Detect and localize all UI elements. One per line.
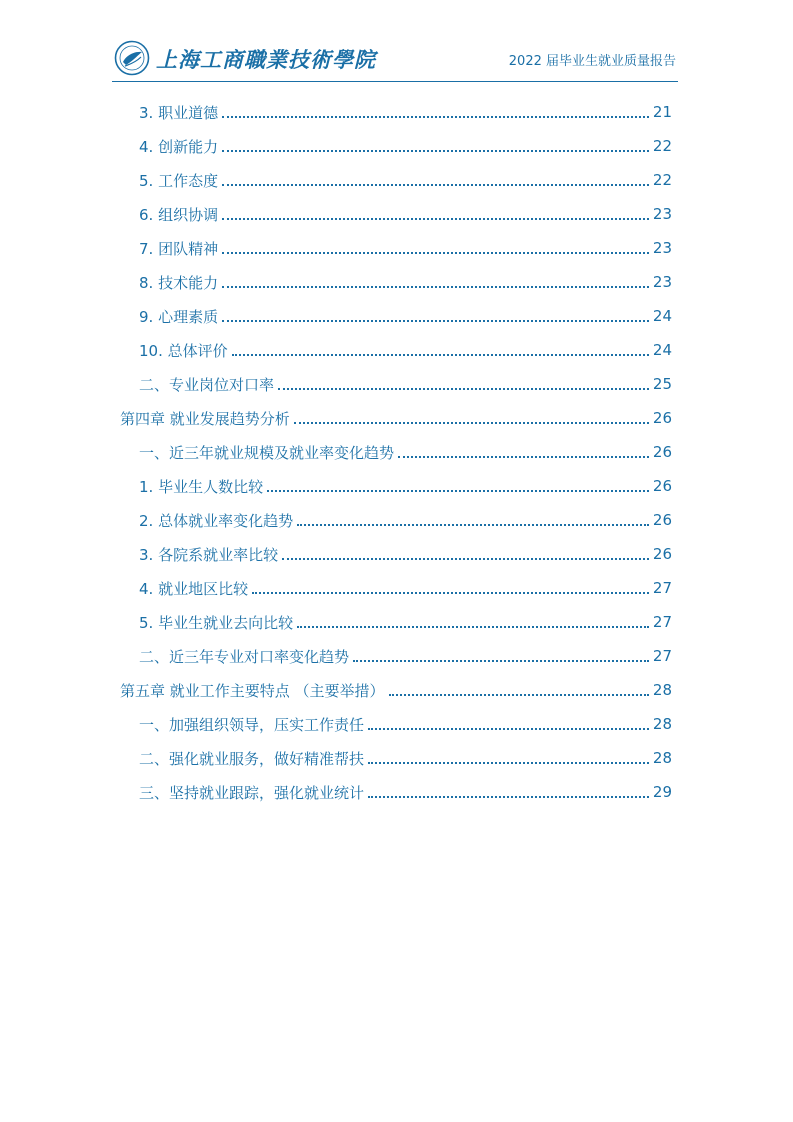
- toc-entry[interactable]: [139, 577, 672, 599]
- toc-leader-dots: [297, 626, 649, 628]
- toc-entry-label: 4. 就业地区比较: [139, 579, 249, 598]
- toc-leader-dots: [222, 218, 649, 220]
- toc-leader-dots: [222, 252, 649, 254]
- toc-leader-dots: [267, 490, 649, 492]
- toc-page-number: 24: [652, 307, 672, 325]
- toc-leader-dots: [278, 388, 649, 390]
- toc-entry-label: 8. 技术能力: [139, 273, 219, 292]
- toc-entry[interactable]: [139, 645, 672, 667]
- toc-entry-label: 第五章 就业工作主要特点 （主要举措）: [120, 681, 385, 700]
- toc-entry[interactable]: [139, 373, 672, 395]
- school-name-logo: 上海工商職業技術學院: [156, 47, 376, 72]
- toc-entry[interactable]: [139, 611, 672, 633]
- toc-entry[interactable]: [139, 747, 672, 769]
- school-emblem-icon: [114, 40, 150, 76]
- toc-entry[interactable]: [139, 237, 672, 259]
- toc-page-number: 23: [652, 239, 672, 257]
- toc-entry[interactable]: [139, 203, 672, 225]
- toc-entry[interactable]: [139, 271, 672, 293]
- toc-leader-dots: [389, 694, 649, 696]
- toc-page-number: 25: [652, 375, 672, 393]
- toc-entry[interactable]: [139, 543, 672, 565]
- toc-entry-label: 5. 毕业生就业去向比较: [139, 613, 294, 632]
- toc-entry[interactable]: [139, 781, 672, 803]
- toc-leader-dots: [222, 150, 649, 152]
- toc-entry-label: 10. 总体评价: [139, 341, 228, 360]
- toc-entry-label: 2. 总体就业率变化趋势: [139, 511, 294, 530]
- toc-entry[interactable]: [139, 713, 672, 735]
- toc-entry[interactable]: [139, 509, 672, 531]
- toc-page-number: 27: [652, 613, 672, 631]
- toc-page-number: 26: [652, 511, 672, 529]
- toc-entry-label: 5. 工作态度: [139, 171, 219, 190]
- toc-entry-label: 第四章 就业发展趋势分析: [120, 409, 290, 428]
- toc-page-number: 23: [652, 205, 672, 223]
- toc-entry-label: 3. 各院系就业率比较: [139, 545, 279, 564]
- toc-leader-dots: [232, 354, 649, 356]
- toc-leader-dots: [252, 592, 649, 594]
- toc-leader-dots: [222, 184, 649, 186]
- toc-page-number: 27: [652, 579, 672, 597]
- toc-leader-dots: [368, 728, 649, 730]
- page-header: [114, 38, 676, 82]
- toc-leader-dots: [222, 320, 649, 322]
- toc-page-number: 26: [652, 477, 672, 495]
- toc-entry-label: 二、强化就业服务，做好精准帮扶: [139, 749, 365, 768]
- toc-entry-label: 7. 团队精神: [139, 239, 219, 258]
- toc-page-number: 28: [652, 749, 672, 767]
- toc-leader-dots: [368, 796, 649, 798]
- toc-entry[interactable]: [139, 305, 672, 327]
- toc-entry-label: 一、加强组织领导，压实工作责任: [139, 715, 365, 734]
- toc-entry-label: 一、近三年就业规模及就业率变化趋势: [139, 443, 395, 462]
- toc-page-number: 22: [652, 171, 672, 189]
- toc-leader-dots: [222, 286, 649, 288]
- toc-entry-label: 4. 创新能力: [139, 137, 219, 156]
- toc-entry[interactable]: [139, 475, 672, 497]
- toc-page-number: 27: [652, 647, 672, 665]
- toc-entry-label: 三、坚持就业跟踪，强化就业统计: [139, 783, 365, 802]
- toc-entry[interactable]: [120, 679, 672, 701]
- toc-page-number: 26: [652, 409, 672, 427]
- toc-leader-dots: [282, 558, 649, 560]
- toc-leader-dots: [297, 524, 649, 526]
- toc-page-number: 24: [652, 341, 672, 359]
- toc-leader-dots: [368, 762, 649, 764]
- toc-leader-dots: [294, 422, 649, 424]
- toc-entry-label: 二、近三年专业对口率变化趋势: [139, 647, 350, 666]
- toc-entry[interactable]: [120, 407, 672, 429]
- toc-entry[interactable]: [139, 339, 672, 361]
- toc-entry-label: 二、专业岗位对口率: [139, 375, 275, 394]
- toc-entry[interactable]: [139, 441, 672, 463]
- toc-page-number: 28: [652, 715, 672, 733]
- toc-leader-dots: [222, 116, 649, 118]
- toc-entry-label: 1. 毕业生人数比较: [139, 477, 264, 496]
- toc-page-number: 22: [652, 137, 672, 155]
- toc-page-number: 28: [652, 681, 672, 699]
- toc-entry-label: 9. 心理素质: [139, 307, 219, 326]
- report-title: 2022 届毕业生就业质量报告: [508, 54, 676, 69]
- toc-leader-dots: [398, 456, 649, 458]
- toc-entry[interactable]: [139, 135, 672, 157]
- toc-page-number: 29: [652, 783, 672, 801]
- toc-leader-dots: [353, 660, 649, 662]
- toc-page-number: 23: [652, 273, 672, 291]
- toc-entry-label: 6. 组织协调: [139, 205, 219, 224]
- toc-page-number: 26: [652, 545, 672, 563]
- toc-entry-label: 3. 职业道德: [139, 103, 219, 122]
- toc-entry[interactable]: [139, 169, 672, 191]
- header-divider: [112, 81, 678, 82]
- toc-page-number: 26: [652, 443, 672, 461]
- toc-entry[interactable]: [139, 101, 672, 123]
- toc-page-number: 21: [652, 103, 672, 121]
